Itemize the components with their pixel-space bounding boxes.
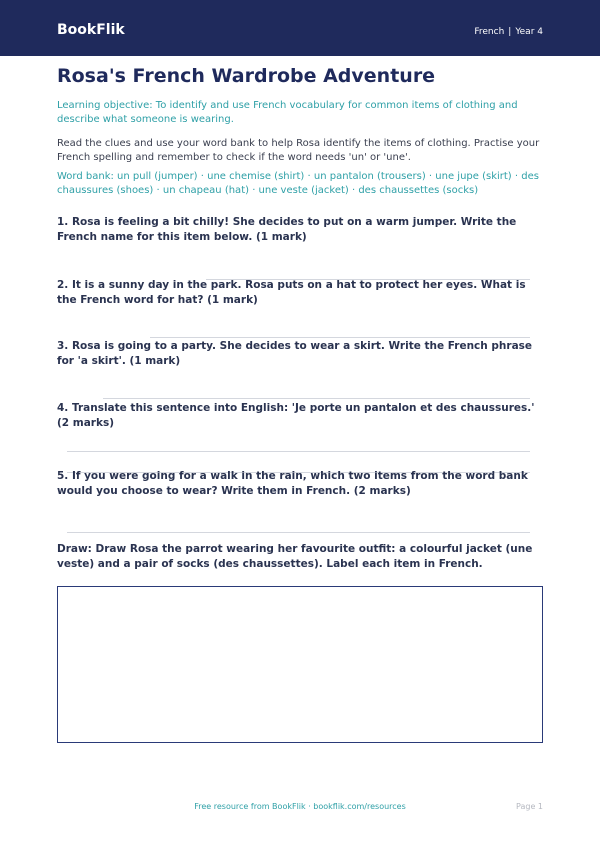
draw-prompt: Draw: Draw Rosa the parrot wearing her favourite outfit: a colourful jacket (une veste) and a pair of socks (des chaussettes). Label each item in French. — [57, 543, 533, 570]
separator: | — [508, 27, 512, 37]
question-2: 2. It is a sunny day in the park. Rosa puts on a hat to protect her eyes. What is the French word for hat? (1 mark) — [57, 279, 526, 306]
subject-year — [474, 27, 543, 37]
page-title: Rosa's French Wardrobe Adventure — [57, 65, 436, 87]
page-number: Page 1 — [516, 802, 543, 811]
footer-link[interactable]: Free resource from BookFlik · bookflik.com/resources — [194, 802, 406, 811]
answer-line-4a[interactable] — [67, 451, 530, 452]
year-label: Year 4 — [515, 27, 543, 37]
learning-objective: Learning objective: To identify and use French vocabulary for common items of clothing and describe what someone is wearing. — [57, 100, 518, 125]
drawing-box[interactable] — [57, 586, 543, 743]
question-1: 1. Rosa is feeling a bit chilly! She decides to put on a warm jumper. Write the French name for this item below. (1 mark) — [57, 216, 517, 243]
instructions: Read the clues and use your word bank to help Rosa identify the items of clothing. Practise your French spelling and remember to check if the word needs 'un' or 'une'. — [57, 138, 540, 163]
brand-logo[interactable]: BookFlik — [57, 22, 125, 38]
word-bank: Word bank: un pull (jumper) · une chemise (shirt) · un pantalon (trousers) · une jupe (skirt) · des chaussures (shoes) · un chapeau (hat) · une veste (jacket) · des chaussettes (socks) — [57, 171, 539, 196]
answer-line-2[interactable] — [150, 337, 530, 338]
answer-line-3[interactable] — [103, 398, 530, 399]
answer-line-5[interactable] — [67, 532, 530, 533]
question-4: 4. Translate this sentence into English: 'Je porte un pantalon et des chaussures.' (2 marks) — [57, 402, 535, 429]
question-5: 5. If you were going for a walk in the rain, which two items from the word bank would you choose to wear? Write them in French. (2 marks) — [57, 470, 528, 497]
subject-label: French — [474, 27, 505, 37]
question-3: 3. Rosa is going to a party. She decides to wear a skirt. Write the French phrase for 'a skirt'. (1 mark) — [57, 340, 533, 367]
header-bar — [0, 0, 600, 56]
